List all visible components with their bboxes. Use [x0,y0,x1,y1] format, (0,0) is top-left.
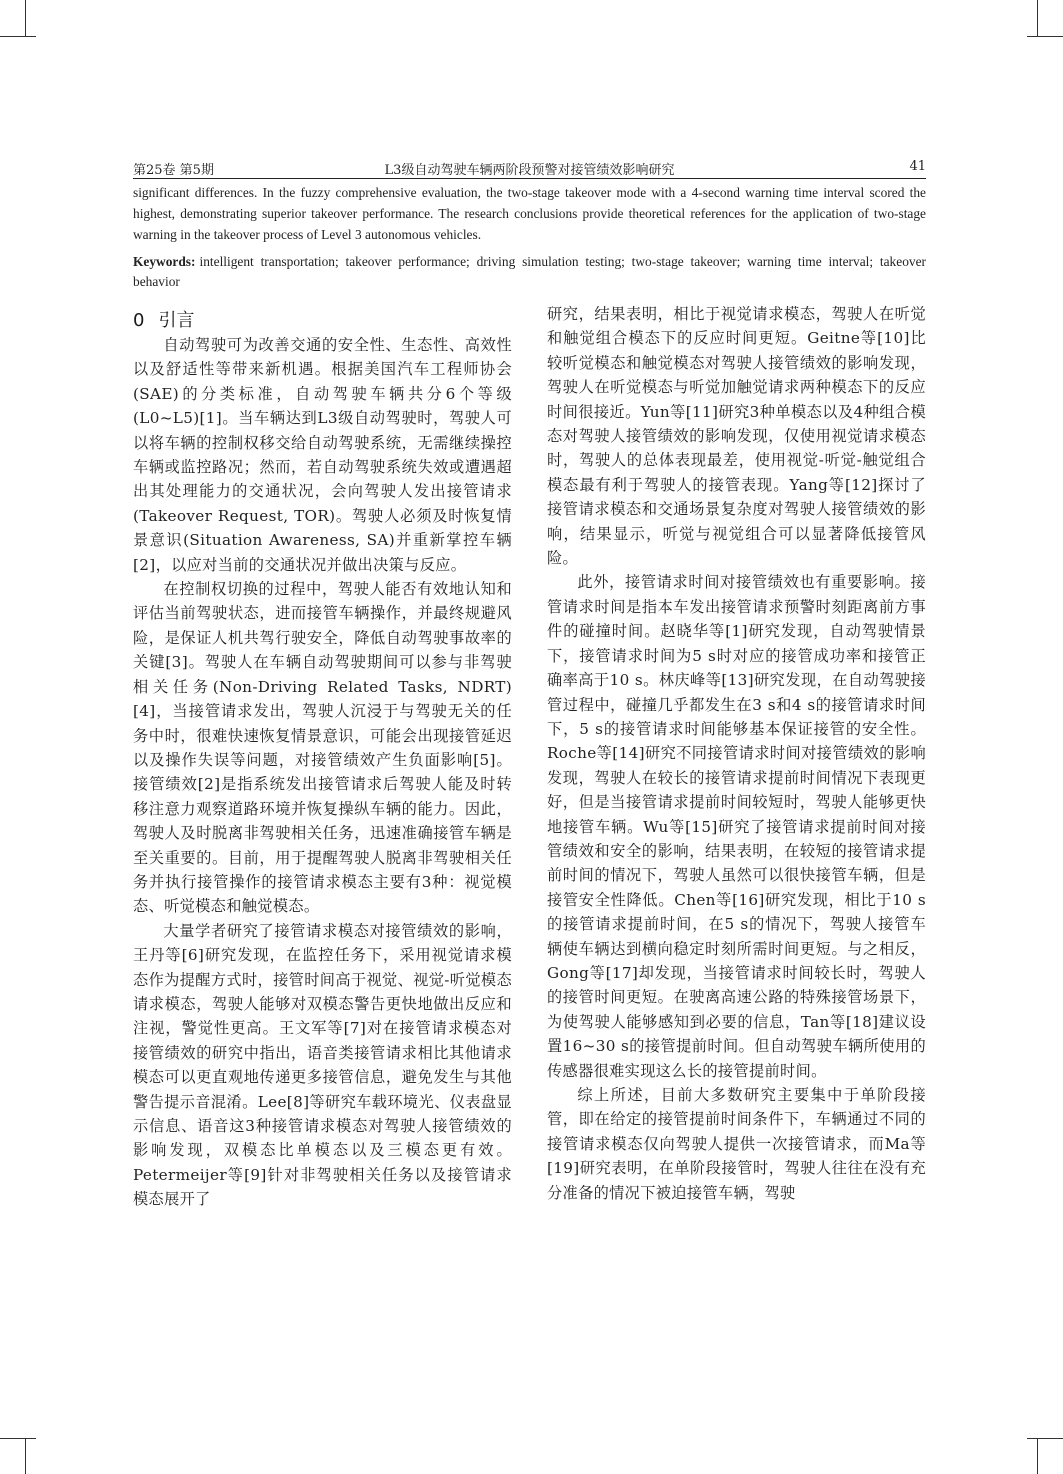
crop-mark-bottom-left [25,1438,26,1474]
keywords-label: Keywords: [133,254,196,269]
header-rule [133,178,926,179]
page-number: 41 [909,159,926,174]
paragraph: 此外，接管请求时间对接管绩效也有重要影响。接管请求时间是指本车发出接管请求预警时刻距离前方事件的碰撞时间。赵晓华等[1]研究发现，自动驾驶情景下，接管请求时间为5 s时对应的接管成功率和接管正确率高于10 s。林庆峰等[13]研究发现，在自动驾驶接管过程中，碰撞几乎都发生在3 s和4 s的接管请求时间下，5 s的接管请求时间能够基本保证接管的安全性。Roche等[14]研究不同接管请求时间对接管绩效的影响发现，驾驶人在较长的接管请求提前时间情况下表现更好，但是当接管请求提前时间较短时，驾驶人能够更快地接管车辆。Wu等[15]研究了接管请求提前时间对接管绩效和安全的影响，结果表明，在较短的接管请求提前时间的情况下，驾驶人虽然可以很快接管车辆，但是接管安全性降低。Chen等[16]研究发现，相比于10 s的接管请求提前时间，在5 s的情况下，驾驶人接管车辆使车辆达到横向稳定时刻所需时间更短。与之相反，Gong等[17]却发现，当接管请求时间较长时，驾驶人的接管时间更短。在驶离高速公路的特殊接管场景下，为使驾驶人能够感知到必要的信息，Tan等[18]建议设置16~30 s的接管提前时间。但自动驾驶车辆所使用的传感器很难实现这么长的接管提前时间。 [547,573,926,1080]
paragraph: 自动驾驶可为改善交通的安全性、生态性、高效性以及舒适性等带来新机遇。根据美国汽车工程师协会(SAE)的分类标准，自动驾驶车辆共分6个等级(L0~L5)[1]。当车辆达到L3级自动驾驶时，驾驶人可以将车辆的控制权移交给自动驾驶系统，无需继续操控车辆或监控路况；然而，若自动驾驶系统失效或遭遇超出其处理能力的交通状况，会向驾驶人发出接管请求(Takeover Request, TOR)。驾驶人必须及时恢复情景意识(Situation Awareness, SA)并重新掌控车辆[2]，以应对当前的交通状况并做出决策与反应。 [133,336,512,574]
crop-mark-top-left [25,0,26,36]
crop-mark-bottom-right [1037,1438,1038,1474]
paragraph: 在控制权切换的过程中，驾驶人能否有效地认知和评估当前驾驶状态，进而接管车辆操作，并最终规避风险，是保证人机共驾行驶安全，降低自动驾驶事故率的关键[3]。驾驶人在车辆自动驾驶期间可以参与非驾驶相关任务(Non-Driving Related Tasks, NDRT)[4]，当接管请求发出，驾驶人沉浸于与驾驶无关的任务中时，很难快速恢复情景意识，可能会出现接管延迟以及操作失误等问题，对接管绩效产生负面影响[5]。接管绩效[2]是指系统发出接管请求后驾驶人能及时转移注意力观察道路环境并恢复操纵车辆的能力。因此，驾驶人及时脱离非驾驶相关任务，迅速准确接管车辆是至关重要的。目前，用于提醒驾驶人脱离非驾驶相关任务并执行接管操作的接管请求模态主要有3种：视觉模态、听觉模态和触觉模态。 [133,580,512,916]
section-title: 引言 [158,310,195,331]
section-number: 0 [133,310,145,331]
paragraph: 大量学者研究了接管请求模态对接管绩效的影响，王丹等[6]研究发现，在监控任务下，采用视觉请求模态作为提醒方式时，接管时间高于视觉、视觉-听觉模态请求模态，驾驶人能够对双模态警告更快地做出反应和注视，警觉性更高。王文军等[7]对在接管请求模态对接管绩效的研究中指出，语音类接管请求相比其他请求模态可以更直观地传递更多接管信息，避免发生与其他警告提示音混淆。Lee[8]等研究车载环境光、仪表盘显示信息、语音这3种接管请求模态对驾驶人接管绩效的影响发现，双模态比单模态以及三模态更有效。Petermeijer等[9]针对非驾驶相关任务以及接管请求模态展开了 [133,921,512,1209]
keywords [133,252,926,292]
crop-mark-bottom-right-h [1027,1438,1063,1439]
crop-mark-top-right [1037,0,1038,36]
running-header [133,159,926,179]
crop-mark-top-left-h [0,36,36,37]
right-column [547,302,926,1205]
keywords-text: intelligent transportation; takeover performance; driving simulation testing; two-stage takeover; warning time interval; takeover behavior [133,254,926,289]
crop-mark-top-right-h [1027,36,1063,37]
left-column [133,333,512,1212]
crop-mark-bottom-left-h [0,1438,36,1439]
section-heading [133,306,194,332]
english-abstract-continued: significant differences. In the fuzzy comprehensive evaluation, the two-stage takeover mode with a 4-second warning time interval scored the highest, demonstrating superior takeover performance. The research conclusions provide theoretical references for the application of two-stage warning in the takeover process of Level 3 autonomous vehicles. [133,185,926,242]
paragraph: 综上所述，目前大多数研究主要集中于单阶段接管，即在给定的接管提前时间条件下，车辆通过不同的接管请求模态仅向驾驶人提供一次接管请求，而Ma等[19]研究表明，在单阶段接管时，驾驶人往往在没有充分准备的情况下被迫接管车辆，驾驶 [547,1086,926,1202]
paragraph-continued: 研究，结果表明，相比于视觉请求模态，驾驶人在听觉和触觉组合模态下的反应时间更短。Geitne等[10]比较听觉模态和触觉模态对驾驶人接管绩效的影响发现，驾驶人在听觉模态与听觉加触觉请求两种模态下的反应时间很接近。Yun等[11]研究3种单模态以及4种组合模态对驾驶人接管绩效的影响发现，仅使用视觉请求模态时，驾驶人的总体表现最差，使用视觉-听觉-触觉组合模态最有利于驾驶人的接管表现。Yang等[12]探讨了接管请求模态和交通场景复杂度对驾驶人接管绩效的影响，结果显示，听觉与视觉组合可以显著降低接管风险。 [547,305,926,568]
journal-volume-issue: 第25卷 第5期 [133,163,214,178]
article-running-title: L3级自动驾驶车辆两阶段预警对接管绩效影响研究 [384,163,675,178]
